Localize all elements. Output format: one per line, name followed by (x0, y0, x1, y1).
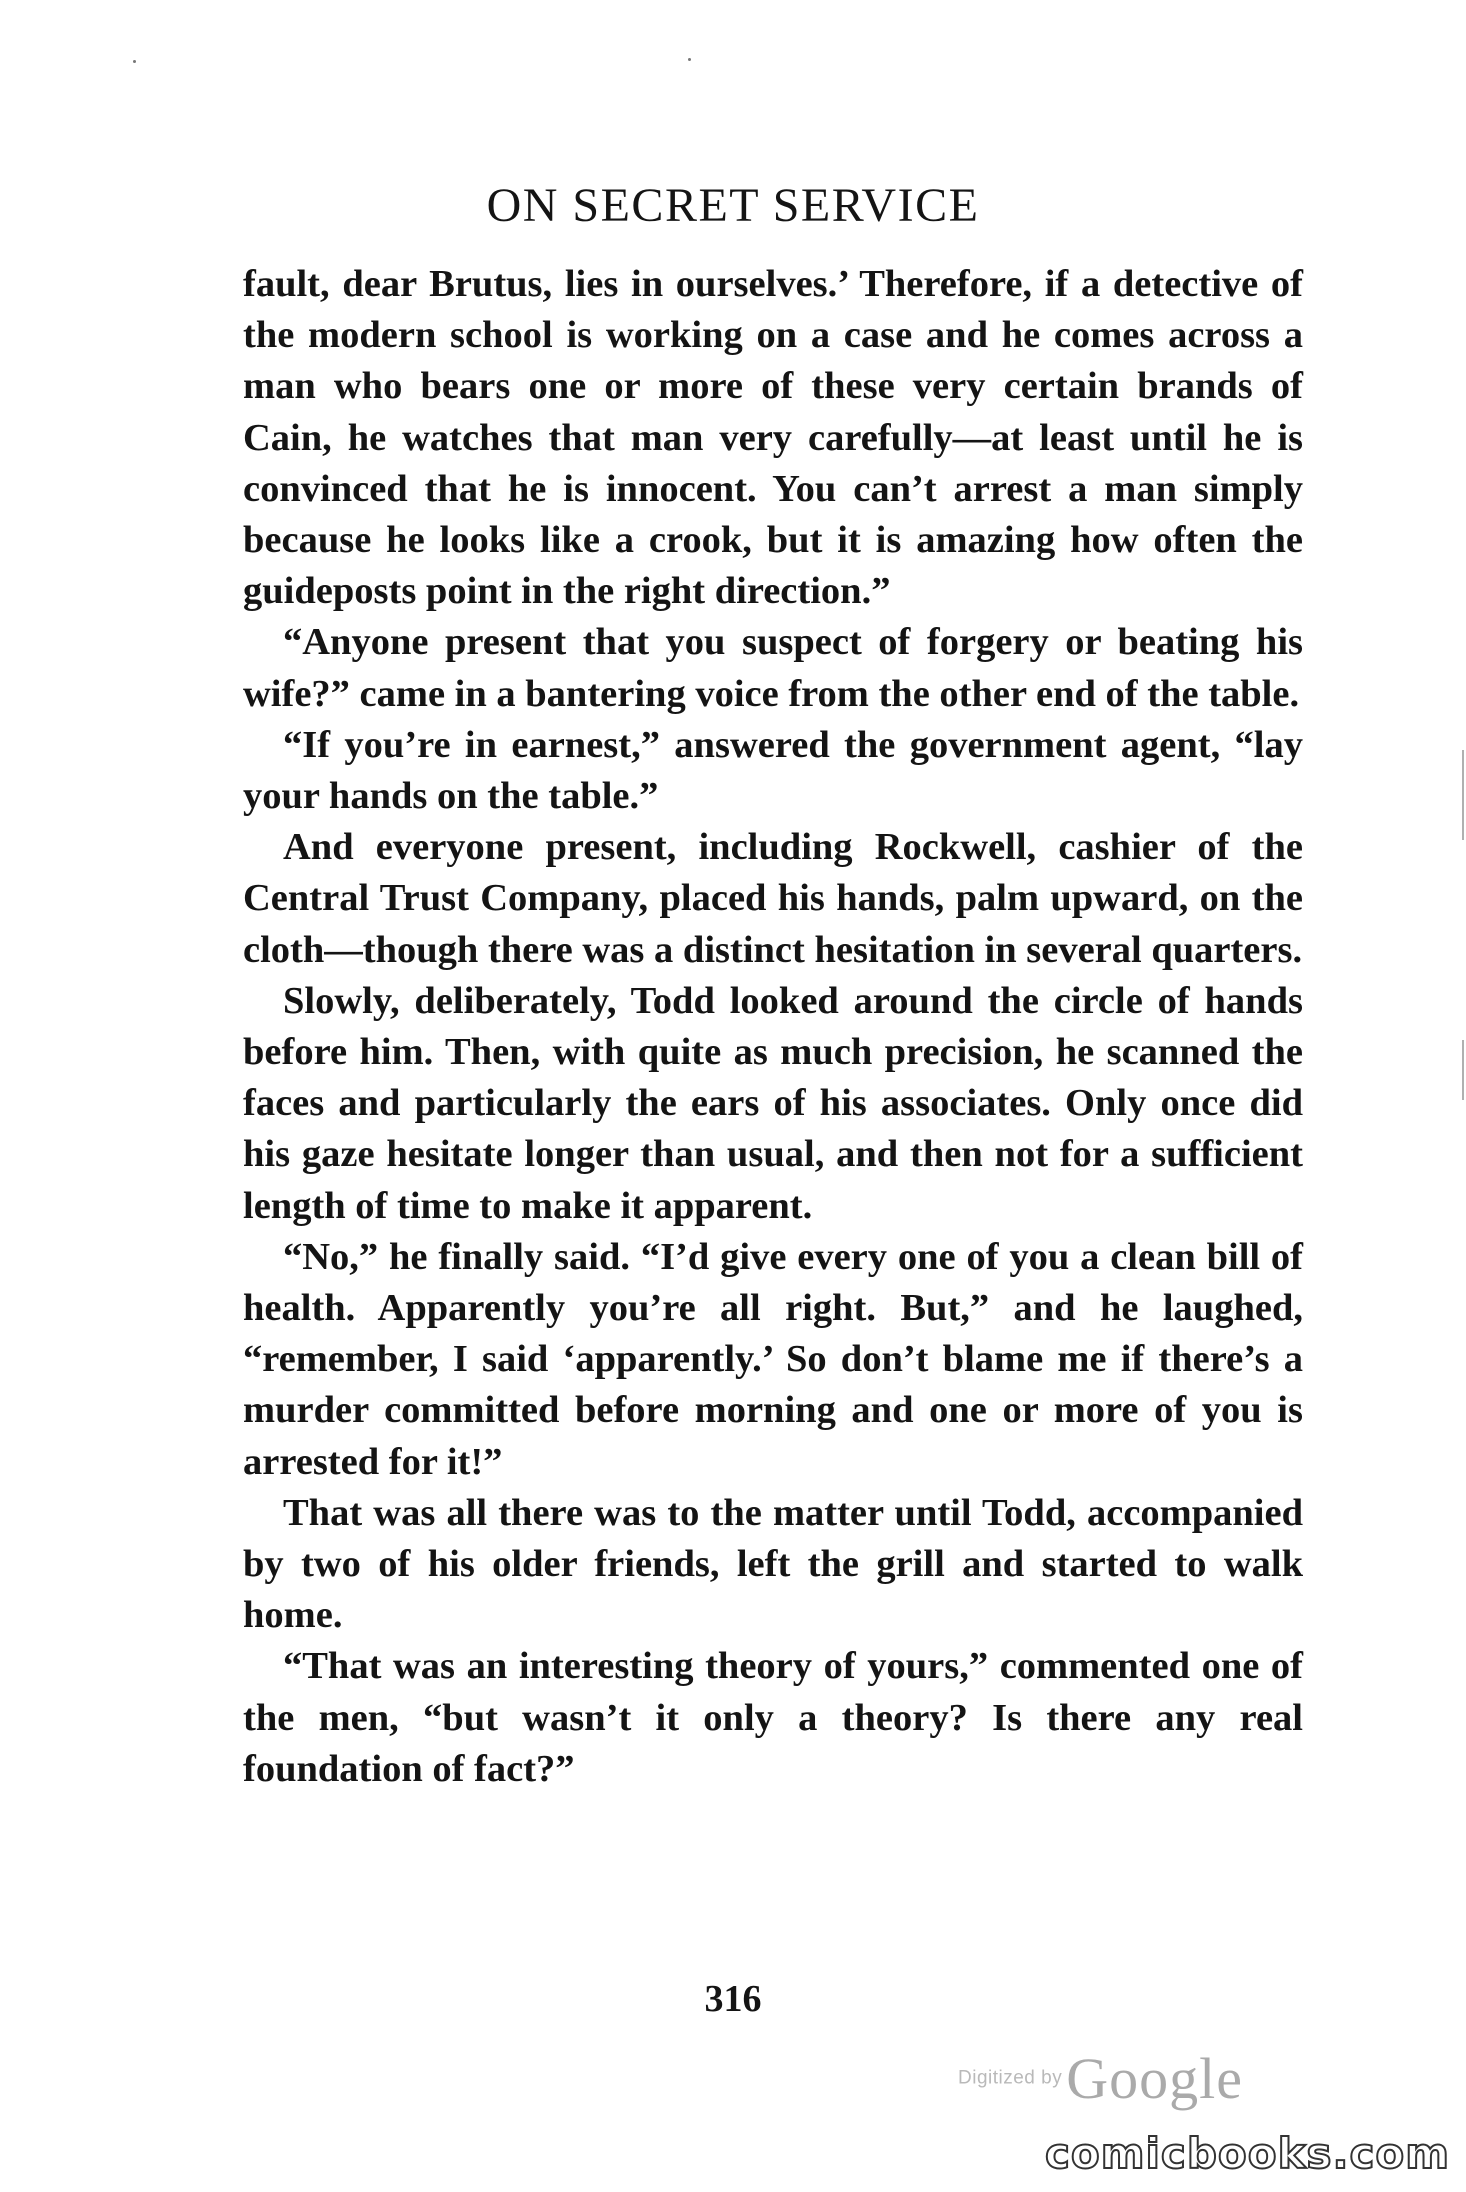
page-number: 316 (704, 1978, 762, 2020)
running-header: ON SECRET SERVICE (486, 179, 980, 232)
scan-speck-top-left (133, 60, 136, 63)
paragraph-continued: fault, dear Brutus, lies in ourselves.’ Therefore, if a detective of the modern school is working on a case and he comes across a man who bears one or more of these very certain brands of Cain, he watches that man very carefully—at least until he is convinced that he is innocent. You can’t arrest a man simply because he looks like a crook, but it is amazing how often the guideposts point in the right direction.” (243, 263, 1303, 613)
paragraph: That was all there was to the matter until Todd, accompanied by two of his older friends, left the grill and started to walk home. (243, 1491, 1303, 1637)
paragraph: “If you’re in earnest,” answered the government agent, “lay your hands on the table.” (243, 723, 1303, 818)
digitized-by-google-watermark (958, 2045, 1288, 2115)
scan-edge-mark (1462, 1040, 1464, 1100)
paragraph: “That was an interesting theory of yours,” commented one of the men, “but wasn’t it only a theory? Is there any real foundation of fact?” (243, 1645, 1303, 1790)
comicbooks-watermark: comicbooks.com (1045, 2129, 1450, 2178)
scan-edge-mark (1462, 750, 1464, 840)
paragraph: Slowly, deliberately, Todd looked around the circle of hands before him. Then, with quite as much precision, he scanned the faces and particularly the ears of his associates. Only once did his gaze hesitate longer than usual, and then not for a sufficient length of time to make it apparent. (243, 979, 1303, 1227)
google-logo-text: Google (1066, 2046, 1243, 2111)
paragraph: “No,” he finally said. “I’d give every one of you a clean bill of health. Apparently you’re all right. But,” and he laughed, “remember, I said ‘apparently.’ So don’t blame me if there’s a murder committed before morning and one or more of you is arrested for it!” (243, 1235, 1303, 1483)
page-body (243, 259, 1303, 1795)
paragraph: “Anyone present that you suspect of forgery or beating his wife?” came in a bantering voice from the other end of the table. (243, 621, 1303, 715)
digitized-by-label: Digitized by (958, 2067, 1063, 2089)
paragraph: And everyone present, including Rockwell, cashier of the Central Trust Company, placed his hands, palm upward, on the cloth—though there was a distinct hesitation in several quarters. (243, 826, 1303, 971)
scan-speck-top-center (688, 58, 691, 61)
